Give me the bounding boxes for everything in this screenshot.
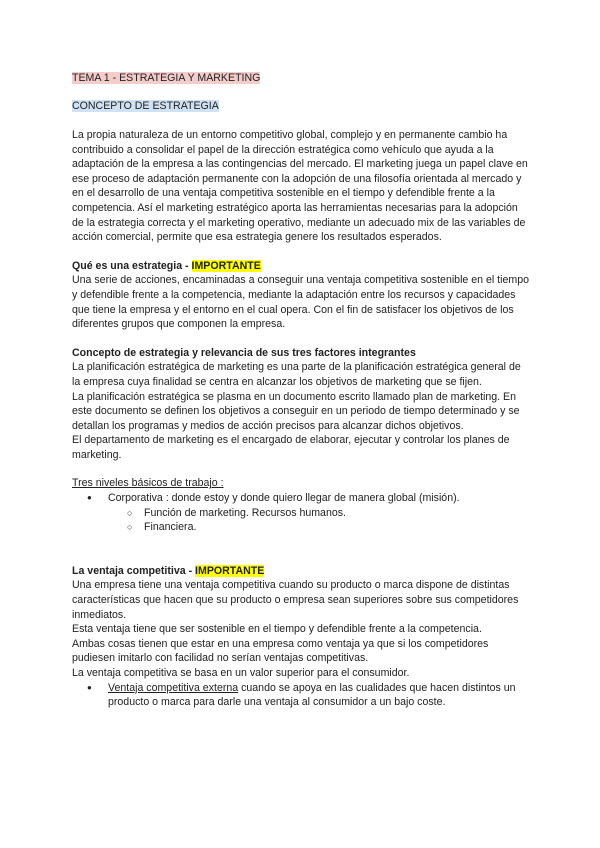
section-heading-ventaja: La ventaja competitiva - IMPORTANTE bbox=[72, 564, 265, 577]
list-item: ● Corporativa : donde estoy y donde quiero llegar de manera global (misión). bbox=[72, 491, 530, 506]
section-heading-estrategia: Qué es una estrategia - IMPORTANTE bbox=[72, 259, 261, 272]
ventaja-paragraph: Una empresa tiene una ventaja competitiva cuando su producto o marca dispone de distintas características que hacen que su producto o empresa sean superiores sobre sus competidores inmediatos. bbox=[72, 579, 519, 621]
niveles-list bbox=[72, 491, 530, 535]
niveles-heading: Tres niveles básicos de trabajo : bbox=[72, 477, 224, 490]
intro-paragraph: La propia naturaleza de un entorno competitivo global, complejo y en permanente cambio ha contribuido a consolidar el papel de la dirección estratégica como vehículo que ayuda a la adaptación de la empresa a las contingencias del mercado. El marketing juega un papel clave en ese proceso de adaptación permanente con la adopción de una filosofía orientada al mercado y en el desarrollo de una ventaja competitiva sostenible en el tiempo y defendible frente a la competencia. Así el marketing estratégico aporta las herramientas necesarias para la adopción de la estrategia correcta y el marketing operativo, mediante un adecuado mix de las variables de acción comercial, permite que esa estrategia genere los resultados esperados. bbox=[72, 129, 528, 244]
important-tag: IMPORTANTE bbox=[195, 564, 265, 577]
concepto-title: CONCEPTO DE ESTRATEGIA bbox=[72, 100, 219, 112]
plan-marketing-paragraph: La planificación estratégica se plasma en un documento escrito llamado plan de marketing. En este documento se definen los objetivos a conseguir en un periodo de tiempo determinado y se detallan los programas y medios de acción precisos para alcanzar dichos objetivos. bbox=[72, 390, 520, 432]
list-item: ○ Financiera. bbox=[72, 520, 530, 535]
valor-paragraph: La ventaja competitiva se basa en un valor superior para el consumidor. bbox=[72, 667, 410, 679]
planificacion-paragraph: La planificación estratégica de marketing es una parte de la planificación estratégica general de la empresa cuya finalidad se centra en alcanzar los objetivos de marketing que se fijen. bbox=[72, 361, 521, 388]
tema-title: TEMA 1 - ESTRATEGIA Y MARKETING bbox=[72, 72, 261, 84]
important-tag: IMPORTANTE bbox=[191, 259, 261, 272]
ventaja-list bbox=[72, 681, 530, 710]
document-content bbox=[72, 71, 530, 710]
sostenible-paragraph: Esta ventaja tiene que ser sostenible en el tiempo y defendible frente a la competencia. bbox=[72, 623, 482, 636]
departamento-paragraph: El departamento de marketing es el encargado de elaborar, ejecutar y controlar los planes de marketing. bbox=[72, 434, 510, 461]
list-item: ○ Función de marketing. Recursos humanos. bbox=[72, 506, 530, 521]
ambas-paragraph: Ambas cosas tienen que estar en una empresa como ventaja ya que si los competidores pudiesen imitarlo con facilidad no serían ventajas competitivas. bbox=[72, 637, 489, 665]
estrategia-definition: Una serie de acciones, encaminadas a conseguir una ventaja competitiva sostenible en el tiempo y defendible frente a la competencia, mediante la adaptación entre los recursos y capacidades que tiene la empresa y el entorno en el cual opera. Con el fin de satisfacer los objetivos de los diferentes grupos que componen la empresa. bbox=[72, 274, 529, 331]
section-heading-concepto: Concepto de estrategia y relevancia de sus tres factores integrantes bbox=[72, 346, 416, 359]
list-item: ● Ventaja competitiva externa cuando se apoya en las cualidades que hacen distintos un producto o marca para darle una ventaja al consumidor a un bajo coste. bbox=[72, 681, 530, 710]
ventaja-externa-term: Ventaja competitiva externa bbox=[108, 681, 239, 694]
